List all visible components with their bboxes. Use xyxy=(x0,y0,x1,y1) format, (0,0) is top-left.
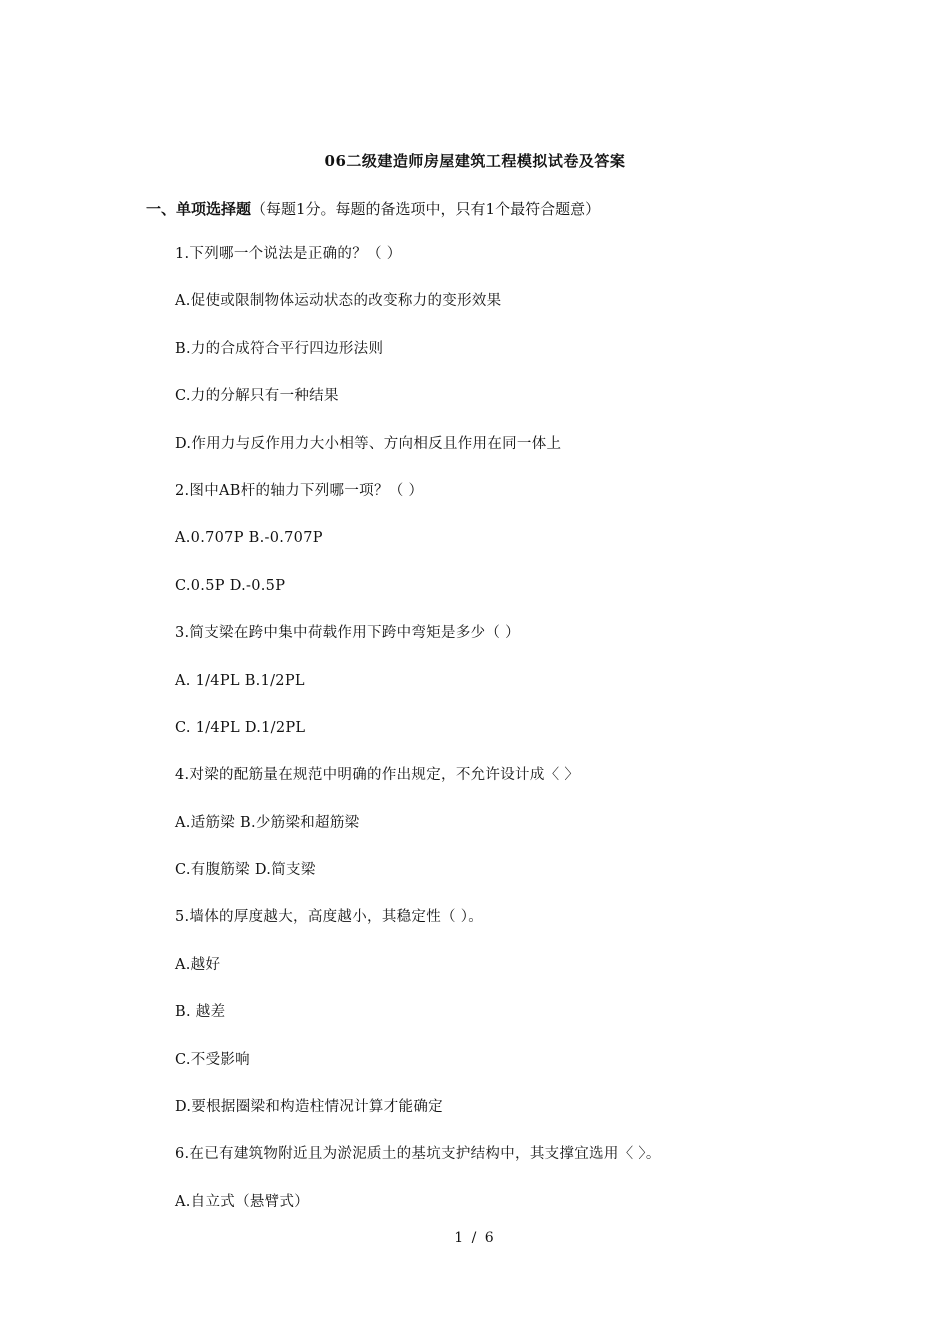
question-line: 2.图中AB杆的轴力下列哪一项？（ ） xyxy=(175,482,424,499)
answer-option: B.力的合成符合平行四边形法则 xyxy=(175,340,384,357)
answer-option: C. 1/4PL D.1/2PL xyxy=(175,719,306,736)
answer-option: A.越好 xyxy=(175,956,221,973)
answer-option: A.0.707P B.-0.707P xyxy=(175,530,323,547)
question-line: 4.对梁的配筋量在规范中明确的作出规定，不允许设计成〈 〉 xyxy=(175,767,580,784)
document-title: 06二级建造师房屋建筑工程模拟试卷及答案 xyxy=(324,152,626,170)
answer-option: A. 1/4PL B.1/2PL xyxy=(175,672,305,689)
section-heading-note: （每题1分。每题的备选项中，只有1个最符合题意） xyxy=(251,200,601,218)
question-line: 1.下列哪一个说法是正确的？（ ） xyxy=(175,246,402,262)
section-heading-label: 一、单项选择题 xyxy=(146,200,252,218)
answer-option: C.0.5P D.-0.5P xyxy=(175,577,286,594)
section-heading xyxy=(146,198,600,219)
answer-option: A.促使或限制物体运动状态的改变称力的变形效果 xyxy=(175,293,502,310)
answer-option: D.要根据圈梁和构造柱情况计算才能确定 xyxy=(175,1099,443,1116)
answer-option: D.作用力与反作用力大小相等、方向相反且作用在同一体上 xyxy=(175,435,562,452)
question-line: 3.简支梁在跨中集中荷载作用下跨中弯矩是多少（ ） xyxy=(175,625,520,642)
answer-option: B. 越差 xyxy=(175,1004,226,1021)
answer-option: C.力的分解只有一种结果 xyxy=(175,388,339,405)
question-line: 5.墙体的厚度越大，高度越小，其稳定性（ ）。 xyxy=(175,909,484,926)
question-line: 6.在已有建筑物附近且为淤泥质土的基坑支护结构中，其支撑宜选用〈 〉。 xyxy=(175,1146,661,1163)
answer-option: C.有腹筋梁 D.简支梁 xyxy=(175,862,316,879)
answer-option: A.自立式（悬臂式） xyxy=(175,1193,310,1210)
page-number: 1 / 6 xyxy=(454,1230,496,1246)
answer-option: C.不受影响 xyxy=(175,1051,250,1068)
answer-option: A.适筋梁 B.少筋梁和超筋梁 xyxy=(175,814,360,831)
question-list xyxy=(175,244,875,1239)
